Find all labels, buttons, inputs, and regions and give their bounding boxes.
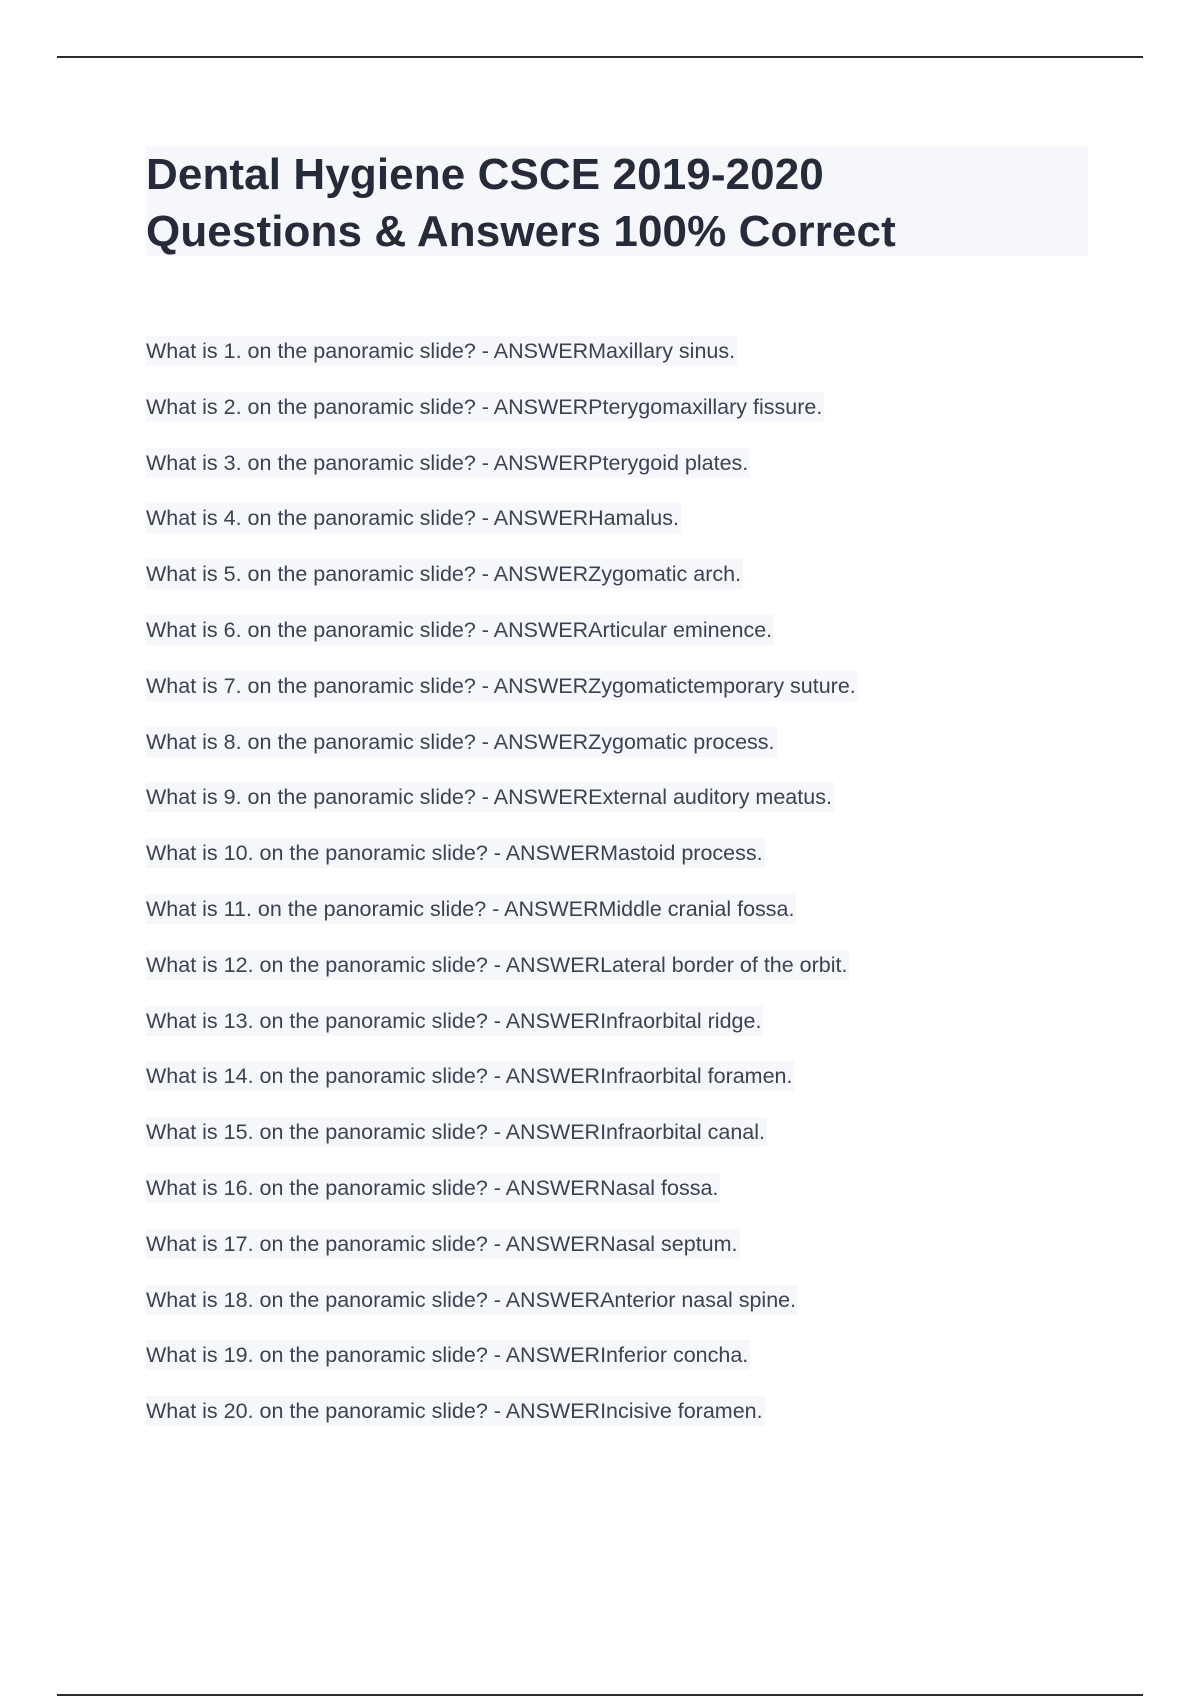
qa-text: What is 9. on the panoramic slide? - ANSWERExternal auditory meatus.: [146, 782, 834, 812]
qa-item: [146, 1340, 1146, 1396]
qa-item: [146, 559, 1146, 615]
title-line-1: Dental Hygiene CSCE 2019-2020: [146, 150, 824, 199]
document-title: [146, 146, 1088, 260]
qa-item: [146, 1006, 1146, 1062]
qa-item: [146, 503, 1146, 559]
qa-text: What is 18. on the panoramic slide? - ANSWERAnterior nasal spine.: [146, 1285, 798, 1315]
qa-text: What is 16. on the panoramic slide? - ANSWERNasal fossa.: [146, 1173, 720, 1203]
qa-text: What is 7. on the panoramic slide? - ANSWERZygomatictemporary suture.: [146, 671, 858, 701]
qa-text: What is 19. on the panoramic slide? - ANSWERInferior concha.: [146, 1340, 750, 1370]
qa-item: [146, 1173, 1146, 1229]
top-divider: [57, 56, 1143, 58]
title-line-2: Questions & Answers 100% Correct: [146, 207, 896, 256]
qa-item: [146, 448, 1146, 504]
qa-item: [146, 727, 1146, 783]
qa-item: [146, 950, 1146, 1006]
qa-text: What is 20. on the panoramic slide? - ANSWERIncisive foramen.: [146, 1396, 765, 1426]
qa-text: What is 5. on the panoramic slide? - ANSWERZygomatic arch.: [146, 559, 743, 589]
qa-text: What is 11. on the panoramic slide? - ANSWERMiddle cranial fossa.: [146, 894, 796, 924]
qa-text: What is 2. on the panoramic slide? - ANSWERPterygomaxillary fissure.: [146, 392, 824, 422]
qa-item: [146, 1285, 1146, 1341]
qa-text: What is 8. on the panoramic slide? - ANSWERZygomatic process.: [146, 727, 777, 757]
qa-item: [146, 1117, 1146, 1173]
qa-text: What is 3. on the panoramic slide? - ANSWERPterygoid plates.: [146, 448, 750, 478]
qa-text: What is 12. on the panoramic slide? - ANSWERLateral border of the orbit.: [146, 950, 849, 980]
qa-item: [146, 1396, 1146, 1452]
qa-item: [146, 615, 1146, 671]
qa-item: [146, 782, 1146, 838]
qa-item: [146, 392, 1146, 448]
qa-text: What is 15. on the panoramic slide? - ANSWERInfraorbital canal.: [146, 1117, 767, 1147]
qa-list: [146, 336, 1146, 1452]
qa-item: [146, 1061, 1146, 1117]
qa-item: [146, 671, 1146, 727]
bottom-divider: [57, 1694, 1143, 1696]
qa-text: What is 14. on the panoramic slide? - ANSWERInfraorbital foramen.: [146, 1061, 794, 1091]
qa-text: What is 4. on the panoramic slide? - ANSWERHamalus.: [146, 503, 681, 533]
qa-text: What is 1. on the panoramic slide? - ANSWERMaxillary sinus.: [146, 336, 737, 366]
qa-item: [146, 838, 1146, 894]
qa-text: What is 6. on the panoramic slide? - ANSWERArticular eminence.: [146, 615, 774, 645]
qa-item: [146, 1229, 1146, 1285]
qa-text: What is 10. on the panoramic slide? - ANSWERMastoid process.: [146, 838, 765, 868]
title-block: [146, 146, 1088, 256]
qa-text: What is 13. on the panoramic slide? - ANSWERInfraorbital ridge.: [146, 1006, 763, 1036]
qa-text: What is 17. on the panoramic slide? - ANSWERNasal septum.: [146, 1229, 740, 1259]
qa-item: [146, 894, 1146, 950]
qa-item: [146, 336, 1146, 392]
